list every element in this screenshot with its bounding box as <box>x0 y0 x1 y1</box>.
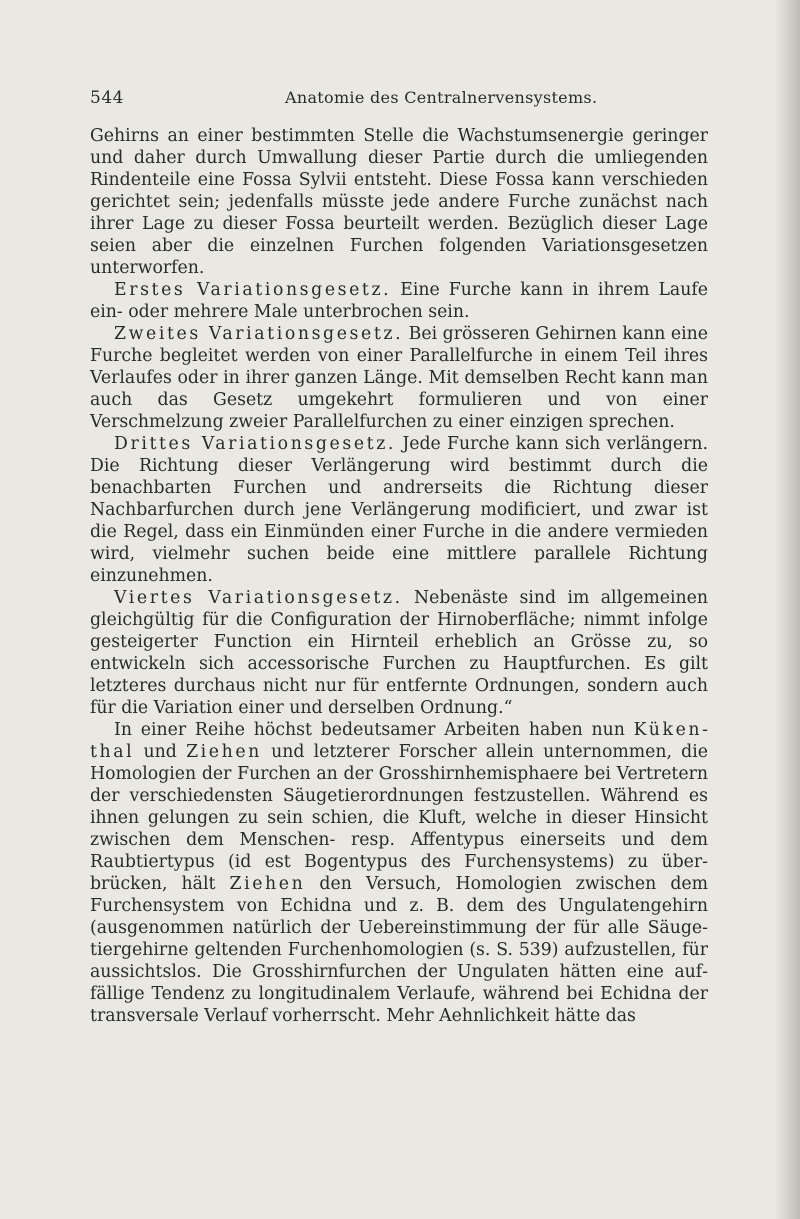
law-heading: Viertes Variationsgesetz. <box>114 588 403 608</box>
paragraph-text: und letzterer Forscher allein unternommen, die Homologien der Furchen an der Grosshirnhemisphaere bei Vertretern der verschiedensten Säugetierordnungen festzustellen. Während es ihnen gelungen zu sein schien, die Kluft, welche in dieser Hinsicht zwischen dem Menschen- resp. Affentypus einerseits und dem Raubtiertypus (id est Bogentypus des Furchensystems) zu überbrücken, hält <box>90 742 708 894</box>
law-heading: Drittes Variationsgesetz. <box>114 434 397 454</box>
author-name-ziehen: Ziehen <box>186 742 262 762</box>
paragraph-fourth-law <box>90 587 708 719</box>
law-heading: Erstes Variationsgesetz. <box>114 280 392 300</box>
paragraph-text: Jede Furche kann sich verlängern. Die Richtung dieser Verlängerung wird bestimmt durch die benachbarten Furchen und andrerseits die Richtung dieser Nachbarfurchen durch jene Verlängerung modificiert, und zwar ist die Regel, dass ein Einmünden einer Furche in die andere vermieden wird, vielmehr suchen beide eine mittlere parallele Richtung einzunehmen. <box>90 434 708 586</box>
author-name-kuekenthal: Kükenthal <box>90 720 708 762</box>
paragraph-text: In einer Reihe höchst bedeutsamer Arbeiten haben nun <box>114 720 634 740</box>
paragraph-third-law <box>90 433 708 587</box>
page-number: 544 <box>90 88 124 108</box>
author-name-ziehen: Ziehen <box>229 874 306 894</box>
body-text <box>90 125 708 1027</box>
paragraph-text: den Versuch, Homologien zwischen dem Furchensystem von Echidna und z. B. dem des Ungulatengehirn (ausgenommen natürlich der Uebereinstimmung der für alle Säugetiergehirne geltenden Furchenhomologien (s. S. 539) aufzustellen, für aussichtslos. Die Grosshirnfurchen der Ungulaten hätten eine auffällige Tendenz zu longitudinalem Verlaufe, während bei Echidna der transversale Verlauf vorherrscht. Mehr Aehnlichkeit hätte das <box>90 874 708 1026</box>
paragraph-text: Eine Furche kann in ihrem Laufe ein- oder mehrere Male unterbrochen sein. <box>90 280 708 322</box>
paragraph-text: Gehirns an einer bestimmten Stelle die Wachstumsenergie geringer und daher durch Umwallung dieser Partie durch die umliegenden Rindenteile eine Fossa Sylvii entsteht. Diese Fossa kann verschieden gerichtet sein; jedenfalls müsste jede andere Furche zunächst nach ihrer Lage zu dieser Fossa beurteilt werden. Bezüglich dieser Lage seien aber die einzelnen Furchen folgenden Variationsgesetzen unterworfen. <box>90 126 708 278</box>
paragraph-text: und <box>134 742 187 762</box>
paragraph-text: Bei grösseren Gehirnen kann eine Furche begleitet werden von einer Parallelfurche in einem Teil ihres Verlaufes oder in ihrer ganzen Länge. Mit demselben Recht kann man auch das Gesetz umgekehrt formulieren und von einer Verschmelzung zweier Parallelfurchen zu einer einzigen sprechen. <box>90 324 708 432</box>
paragraph-continuation <box>90 125 708 279</box>
page-edge-shadow <box>774 0 800 1219</box>
page-header <box>90 88 710 112</box>
paragraph-kuekenthal-ziehen <box>90 719 708 1027</box>
law-heading: Zweites Variationsgesetz. <box>114 324 404 344</box>
paragraph-first-law <box>90 279 708 323</box>
paragraph-second-law <box>90 323 708 433</box>
paragraph-text: Nebenäste sind im allgemeinen gleichgültig für die Configuration der Hirnoberfläche; nimmt infolge gesteigerter Function ein Hirnteil erheblich an Grösse zu, so entwickeln sich accessorische Furchen zu Hauptfurchen. Es gilt letzteres durchaus nicht nur für entfernte Ordnungen, sondern auch für die Variation einer und derselben Ordnung.“ <box>90 588 709 718</box>
running-title: Anatomie des Centralnervensystems. <box>285 88 598 107</box>
